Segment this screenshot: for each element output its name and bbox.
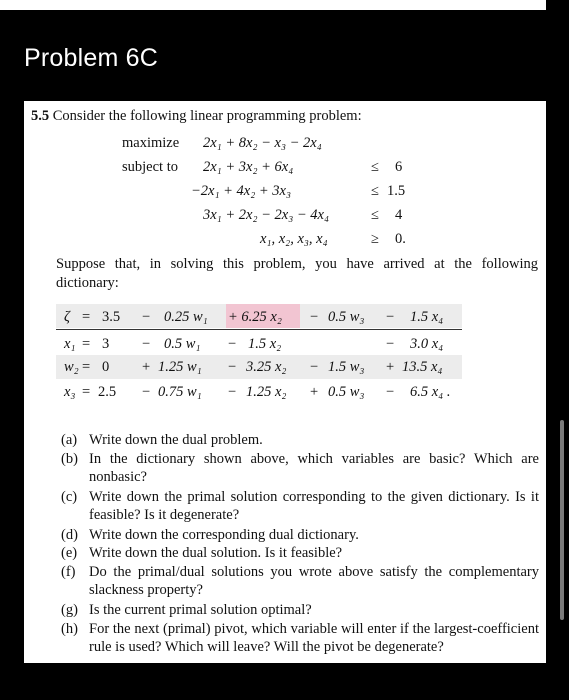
dict-cell: −	[142, 384, 151, 400]
suppose-paragraph: Suppose that, in solving this problem, you have arrived at the following dictionary:	[56, 256, 538, 291]
constraint-3-lhs: 3x₁ + 2x₂ − 2x₃ − 4x₄	[203, 207, 330, 223]
dict-cell: 13.5 x₄	[402, 359, 443, 375]
question-text: Write down the dual solution. Is it feasible?	[89, 545, 343, 561]
question-text: Do the primal/dual solutions you wrote above satisfy the complementary slackness property?	[89, 564, 539, 598]
dict-cell: =	[82, 359, 91, 375]
nonnegativity-op: ≥	[371, 231, 379, 247]
question-label: (e)	[61, 545, 78, 561]
dict-cell: −	[386, 384, 395, 400]
dict-cell: 0.75 w₁	[158, 384, 202, 400]
objective-function: 2x₁ + 8x₂ − x₃ − 2x₄	[203, 135, 322, 151]
question-f	[61, 563, 539, 599]
dict-cell: −	[228, 384, 237, 400]
dict-cell: 0.25 w₁	[164, 309, 208, 325]
question-label: (h)	[61, 621, 78, 637]
nonnegativity-rhs: 0.	[395, 231, 406, 247]
constraint-1-rhs: 6	[395, 159, 403, 175]
dict-cell: −	[228, 359, 237, 375]
dict-cell: 2.5	[98, 384, 117, 400]
question-label: (b)	[61, 451, 78, 467]
constraint-2-op: ≤	[371, 183, 379, 199]
problem-intro: Consider the following linear programming problem:	[52, 108, 362, 124]
question-label: (f)	[61, 564, 76, 580]
dict-cell: x₃	[64, 384, 76, 400]
constraint-1-op: ≤	[371, 159, 379, 175]
question-e	[61, 544, 539, 562]
dict-cell: 0.5 w₃	[328, 309, 365, 325]
dict-cell: 1.5 x₄	[410, 309, 444, 325]
dict-cell: 3	[102, 336, 110, 352]
dict-cell: −	[386, 309, 395, 325]
dict-cell: −	[310, 309, 319, 325]
problem-card	[24, 101, 546, 663]
dict-cell: +	[142, 359, 151, 375]
question-text: Write down the corresponding dual dictionary.	[89, 527, 359, 543]
dict-cell: 3.0 x₄	[410, 336, 444, 352]
dict-cell: 1.5 x₂	[248, 336, 282, 352]
question-h	[61, 620, 539, 656]
dict-cell: + 6.25 x₂	[228, 309, 282, 325]
dict-cell: x₁	[64, 336, 76, 352]
question-g	[61, 601, 539, 619]
dict-cell: −	[386, 336, 395, 352]
question-text: In the dictionary shown above, which variables are basic? Which are nonbasic?	[89, 451, 539, 485]
dict-cell: −	[228, 336, 237, 352]
dict-cell: −	[310, 359, 319, 375]
dict-cell: 1.25 x₂	[246, 384, 287, 400]
dict-cell: 0.5 w₃	[328, 384, 365, 400]
question-label: (d)	[61, 527, 78, 543]
question-label: (g)	[61, 602, 78, 618]
top-white-strip	[0, 0, 546, 10]
dict-cell: 3.25 x₂	[246, 359, 287, 375]
dict-cell: w₂	[64, 359, 79, 375]
page-title: Problem 6C	[24, 44, 158, 72]
constraint-3-rhs: 4	[395, 207, 403, 223]
dict-cell: =	[82, 336, 91, 352]
dict-cell: 1.25 w₁	[158, 359, 202, 375]
dict-cell: 1.5 w₃	[328, 359, 365, 375]
dict-cell: =	[82, 309, 91, 325]
dict-cell: +	[310, 384, 319, 400]
question-a	[61, 431, 539, 449]
maximize-label: maximize	[122, 135, 180, 151]
question-text: Write down the primal solution corresponding to the given dictionary. Is it feasible? Is it degenerate?	[89, 489, 539, 523]
question-b	[61, 450, 539, 486]
question-d	[61, 526, 539, 544]
dict-cell: 0	[102, 359, 110, 375]
question-text: For the next (primal) pivot, which variable will enter if the largest-coefficient rule is used? Which will leave? Will the pivot be degenerate?	[89, 621, 539, 655]
problem-number: 5.5	[31, 108, 50, 124]
dict-cell: 0.5 w₁	[164, 336, 201, 352]
dict-cell: =	[82, 384, 91, 400]
constraint-1-lhs: 2x₁ + 3x₂ + 6x₄	[203, 159, 294, 175]
dict-cell: ζ	[64, 309, 70, 325]
nonnegativity-lhs: x₁, x₂, x₃, x₄	[260, 231, 328, 247]
question-text: Is the current primal solution optimal?	[89, 602, 312, 618]
vertical-scrollbar[interactable]	[560, 420, 564, 620]
subject-to-label: subject to	[122, 159, 178, 175]
dict-cell: −	[142, 336, 151, 352]
dict-cell: −	[142, 309, 151, 325]
dict-cell: 6.5 x₄ .	[410, 384, 451, 400]
question-label: (a)	[61, 432, 78, 448]
dict-cell: +	[386, 359, 395, 375]
constraint-2-rhs: 1.5	[387, 183, 406, 199]
constraint-3-op: ≤	[371, 207, 379, 223]
question-text: Write down the dual problem.	[89, 432, 263, 448]
problem-header	[31, 107, 362, 125]
constraint-2-lhs: −2x₁ + 4x₂ + 3x₃	[191, 183, 292, 199]
question-c	[61, 488, 539, 524]
dictionary-divider	[56, 329, 462, 330]
question-label: (c)	[61, 489, 78, 505]
dict-cell: 3.5	[102, 309, 121, 325]
